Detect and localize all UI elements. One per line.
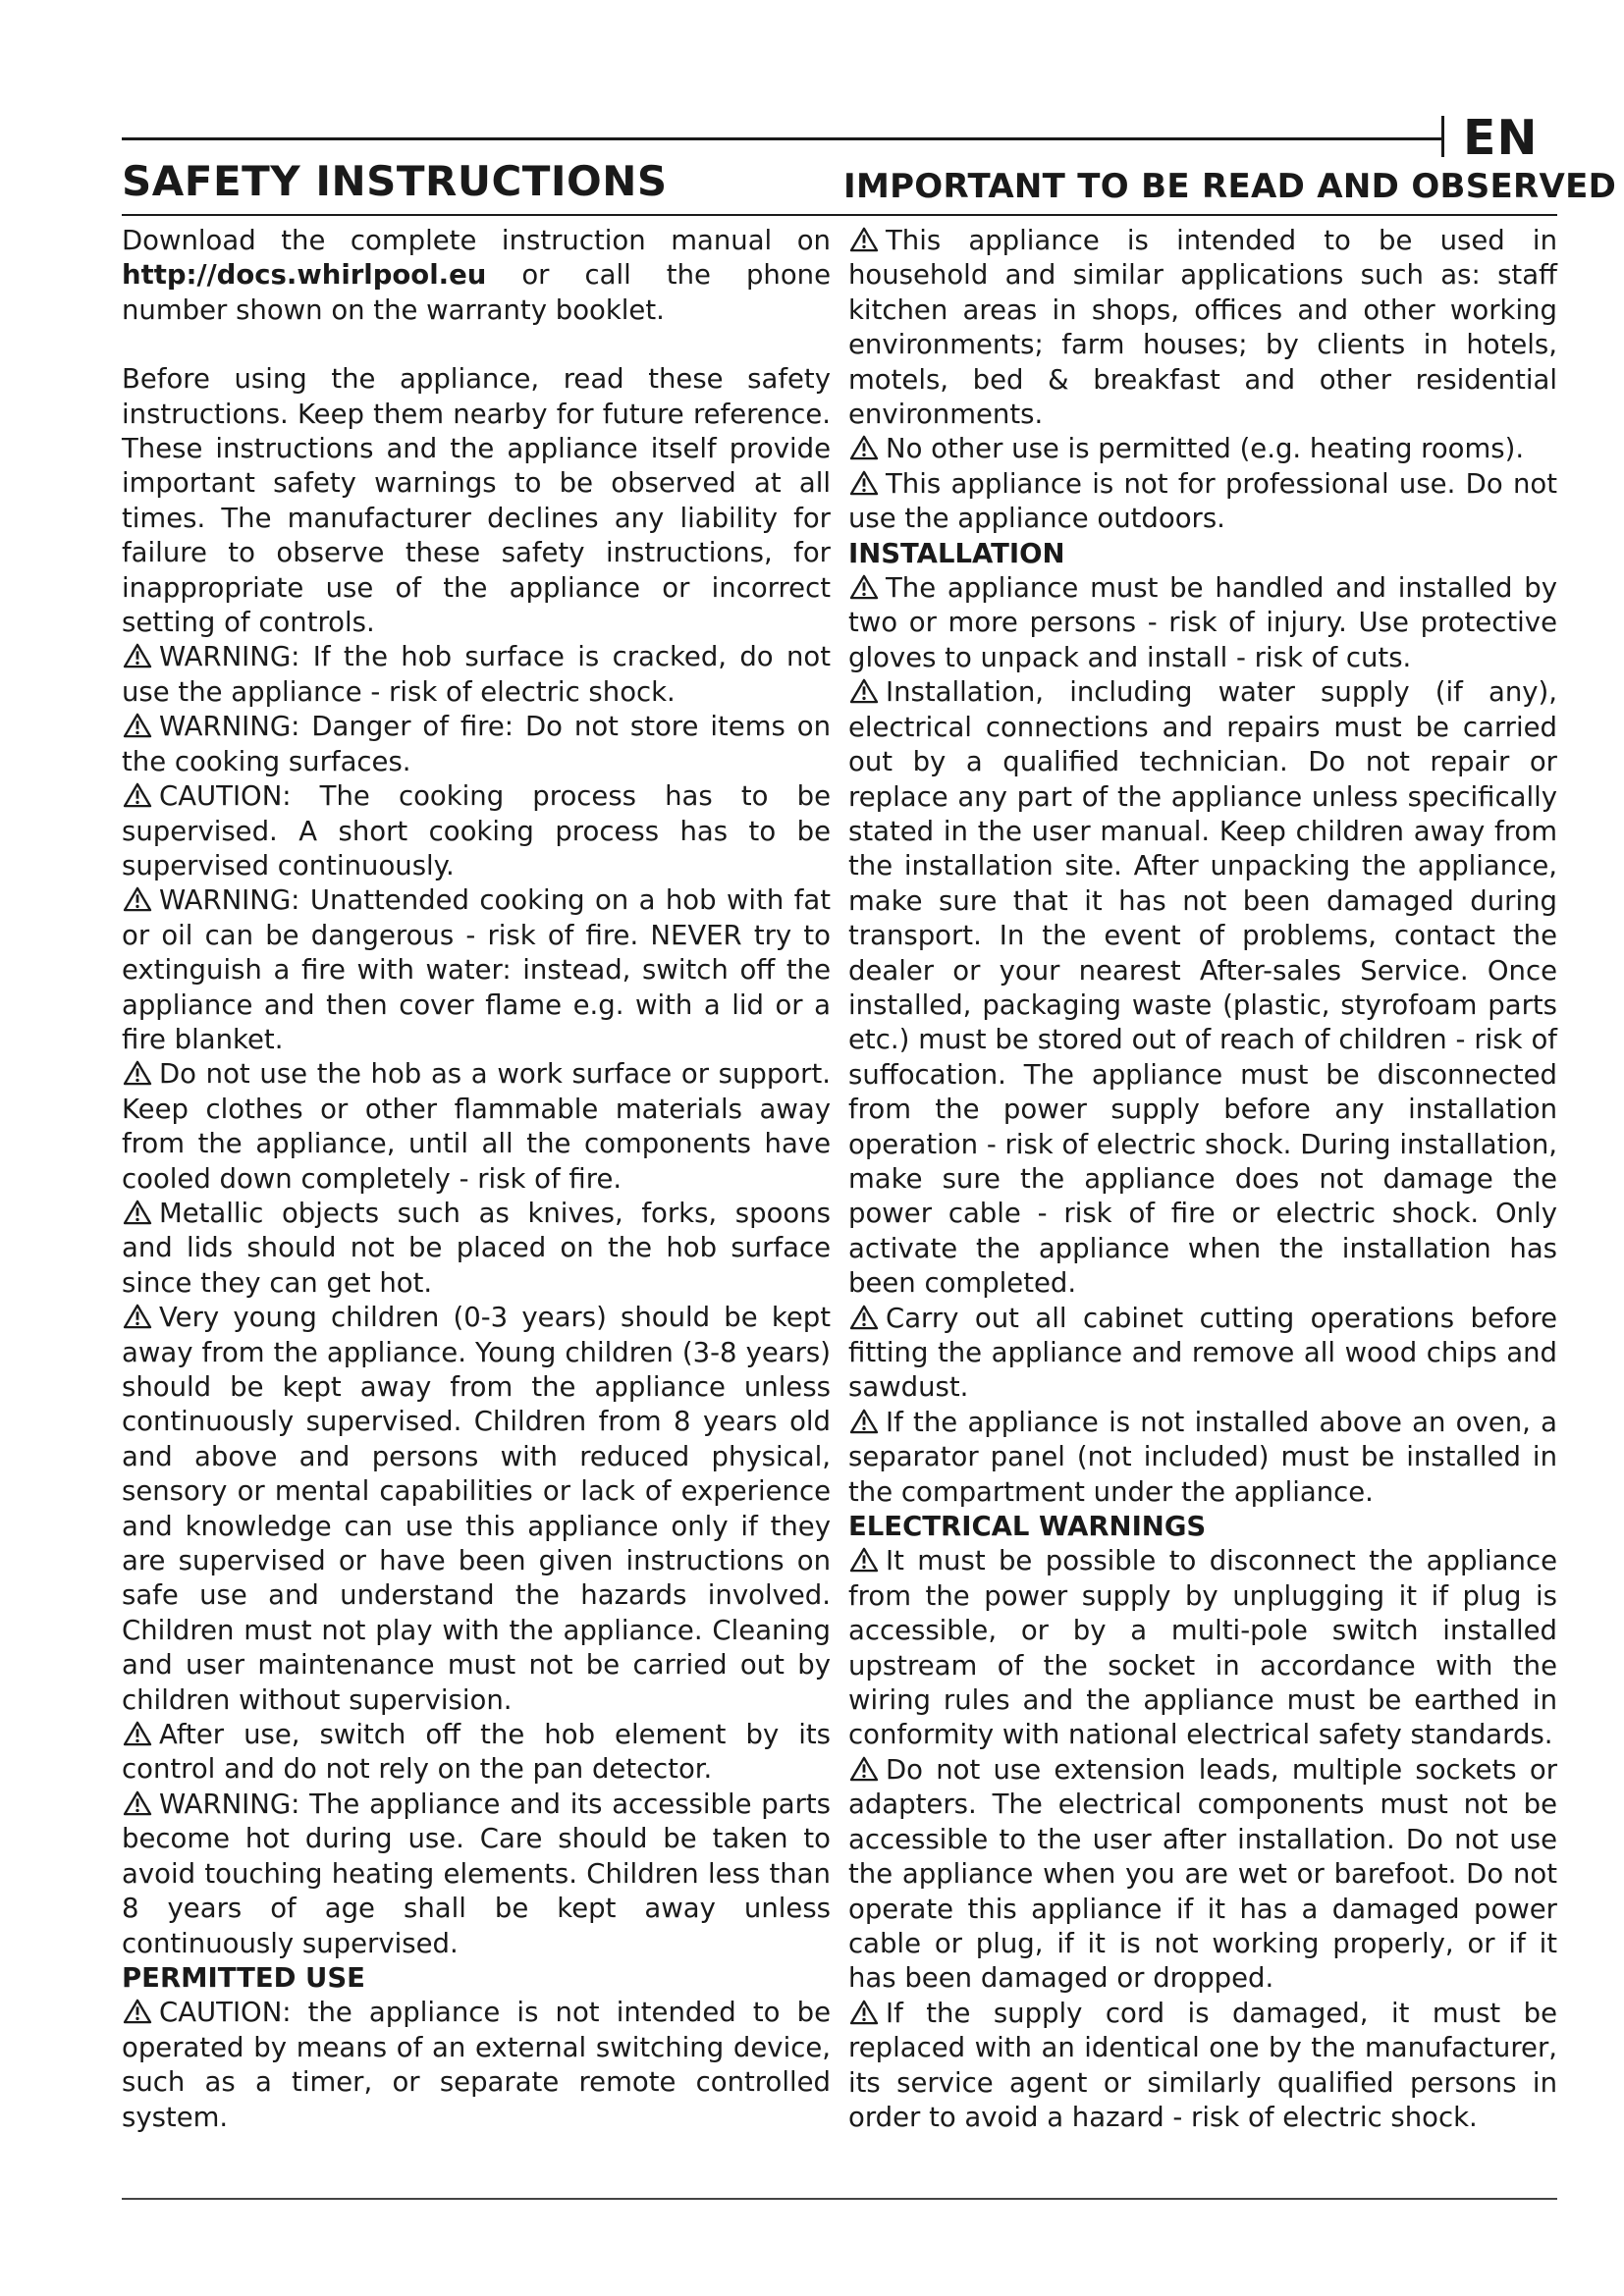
page-subtitle: IMPORTANT TO BE READ AND OBSERVED <box>843 167 1617 206</box>
section-heading-electrical-warnings: ELECTRICAL WARNINGS <box>848 1511 1207 1543</box>
warning-triangle-icon <box>122 1790 153 1816</box>
warning-item: This appliance is not for professional use. Do not use the appliance outdoors. <box>848 467 1557 535</box>
warning-triangle-icon <box>122 782 153 808</box>
warning-item: Do not use the hob as a work surface or support. Keep clothes or other flammable materials away from the appliance, until all the components have cooled down completely - risk of fire. <box>122 1058 831 1195</box>
warning-triangle-icon <box>848 470 880 496</box>
section-heading-permitted-use: PERMITTED USE <box>122 1961 365 1994</box>
warning-triangle-icon <box>848 2000 880 2025</box>
warning-item: WARNING: The appliance and its accessible parts become hot during use. Care should be taken to avoid touching heating elements. Children less than 8 years of age shall be kept away unless continuously supervised. <box>122 1788 831 1959</box>
intro-text: Download the complete instruction manual on <box>122 225 831 256</box>
warning-triangle-icon <box>848 574 880 600</box>
warning-triangle-icon <box>122 643 153 668</box>
footer-rule <box>122 2198 1557 2200</box>
title-rule <box>122 214 1557 216</box>
warning-triangle-icon <box>122 713 153 738</box>
right-column <box>848 224 1557 2135</box>
warning-triangle-icon <box>848 435 880 460</box>
warning-item: Metallic objects such as knives, forks, spoons and lids should not be placed on the hob surface since they can get hot. <box>122 1197 831 1299</box>
warning-item: After use, switch off the hob element by its control and do not rely on the pan detector. <box>122 1719 831 1786</box>
page-title: SAFETY INSTRUCTIONS <box>122 157 668 205</box>
warning-triangle-icon <box>122 1060 153 1086</box>
warning-triangle-icon <box>122 1999 153 2024</box>
warning-triangle-icon <box>848 227 880 252</box>
intro-paragraph <box>122 224 831 328</box>
header-tick <box>1441 116 1444 157</box>
left-column <box>122 224 831 2135</box>
warning-item: Very young children (0-3 years) should be kept away from the appliance. Young children (3-8 years) should be kept away from the appliance unless continuously supervised. Children from 8 years old and above and persons with reduced physical, sensory or mental capabilities or lack of experience and knowledge can use this appliance only if they are supervised or have been given instructions on safe use and understand the hazards involved. Children must not play with the appliance. Cleaning and user maintenance must not be carried out by children without supervision. <box>122 1302 831 1716</box>
warning-item: WARNING: Unattended cooking on a hob with fat or oil can be dangerous - risk of fire. NEVER try to extinguish a fire with water: instead, switch off the appliance and then cover flame e.g. with a lid or a fire blanket. <box>122 884 831 1055</box>
warning-item: CAUTION: the appliance is not intended to be operated by means of an external switching device, such as a timer, or separate remote controlled system. <box>122 1997 831 2133</box>
warning-triangle-icon <box>848 1547 880 1573</box>
language-code: EN <box>1463 110 1539 166</box>
warning-triangle-icon <box>122 1304 153 1329</box>
warning-item: WARNING: Danger of fire: Do not store items on the cooking surfaces. <box>122 711 831 777</box>
header-rule <box>122 137 1443 140</box>
warning-triangle-icon <box>122 1721 153 1746</box>
warning-item: WARNING: If the hob surface is cracked, do not use the appliance - risk of electric shock. <box>122 641 831 708</box>
section-heading-installation: INSTALLATION <box>848 537 1065 569</box>
warning-item: CAUTION: The cooking process has to be supervised. A short cooking process has to be supervised continuously. <box>122 780 831 881</box>
intro-text-end: or call the phone number shown on the warranty booklet. <box>122 259 831 326</box>
warning-item: If the supply cord is damaged, it must be replaced with an identical one by the manufacturer, its service agent or similarly qualified persons in order to avoid a hazard - risk of electric shock. <box>848 1997 1557 2133</box>
warning-item: It must be possible to disconnect the appliance from the power supply by unplugging it if plug is accessible, or by a multi-pole switch installed upstream of the socket in accordance with the wiring rules and the appliance must be earthed in conformity with national electrical safety standards. <box>848 1545 1557 1751</box>
warning-triangle-icon <box>122 886 153 912</box>
warning-item: Installation, including water supply (if any), electrical connections and repairs must be carried out by a qualified technician. Do not repair or replace any part of the appliance unless specifically stated in the user manual. Keep children away from the installation site. After unpacking the appliance, make sure that it has not been damaged during transport. In the event of problems, contact the dealer or your nearest After-sales Service. Once installed, packaging waste (plastic, styrofoam parts etc.) must be stored out of reach of children - risk of suffocation. The appliance must be disconnected from the power supply before any installation operation - risk of electric shock. During installation, make sure the appliance does not damage the power cable - risk of fire or electric shock. Only activate the appliance when the installation has been completed. <box>848 676 1557 1300</box>
warning-item: Carry out all cabinet cutting operations before fitting the appliance and remove all wood chips and sawdust. <box>848 1302 1557 1404</box>
warning-item: The appliance must be handled and installed by two or more persons - risk of injury. Use protective gloves to unpack and install - risk of cuts. <box>848 572 1557 673</box>
warning-triangle-icon <box>848 1409 880 1434</box>
warning-item: Do not use extension leads, multiple sockets or adapters. The electrical components must not be accessible to the user after installation. Do not use the appliance when you are wet or barefoot. Do not operate this appliance if it has a damaged power cable or plug, if it is not working properly, or if it has been damaged or dropped. <box>848 1753 1557 1995</box>
warning-triangle-icon <box>848 1305 880 1330</box>
before-use-paragraph: Before using the appliance, read these safety instructions. Keep them nearby for future reference. These instructions and the appliance itself provide important safety warnings to be observed at all times. The manufacturer declines any liability for failure to observe these safety instructions, for inappropriate use of the appliance or incorrect setting of controls. <box>122 363 831 639</box>
warning-triangle-icon <box>848 678 880 704</box>
manual-link[interactable]: http://docs.whirlpool.eu <box>122 259 487 292</box>
warning-item: If the appliance is not installed above an oven, a separator panel (not included) must be installed in the compartment under the appliance. <box>848 1406 1557 1508</box>
warning-item: This appliance is intended to be used in household and similar applications such as: staff kitchen areas in shops, offices and other working environments; farm houses; by clients in hotels, motels, bed & breakfast and other residential environments. <box>848 225 1557 431</box>
warning-item: No other use is permitted (e.g. heating rooms). <box>848 432 1557 466</box>
warning-triangle-icon <box>122 1200 153 1225</box>
warning-triangle-icon <box>848 1756 880 1782</box>
